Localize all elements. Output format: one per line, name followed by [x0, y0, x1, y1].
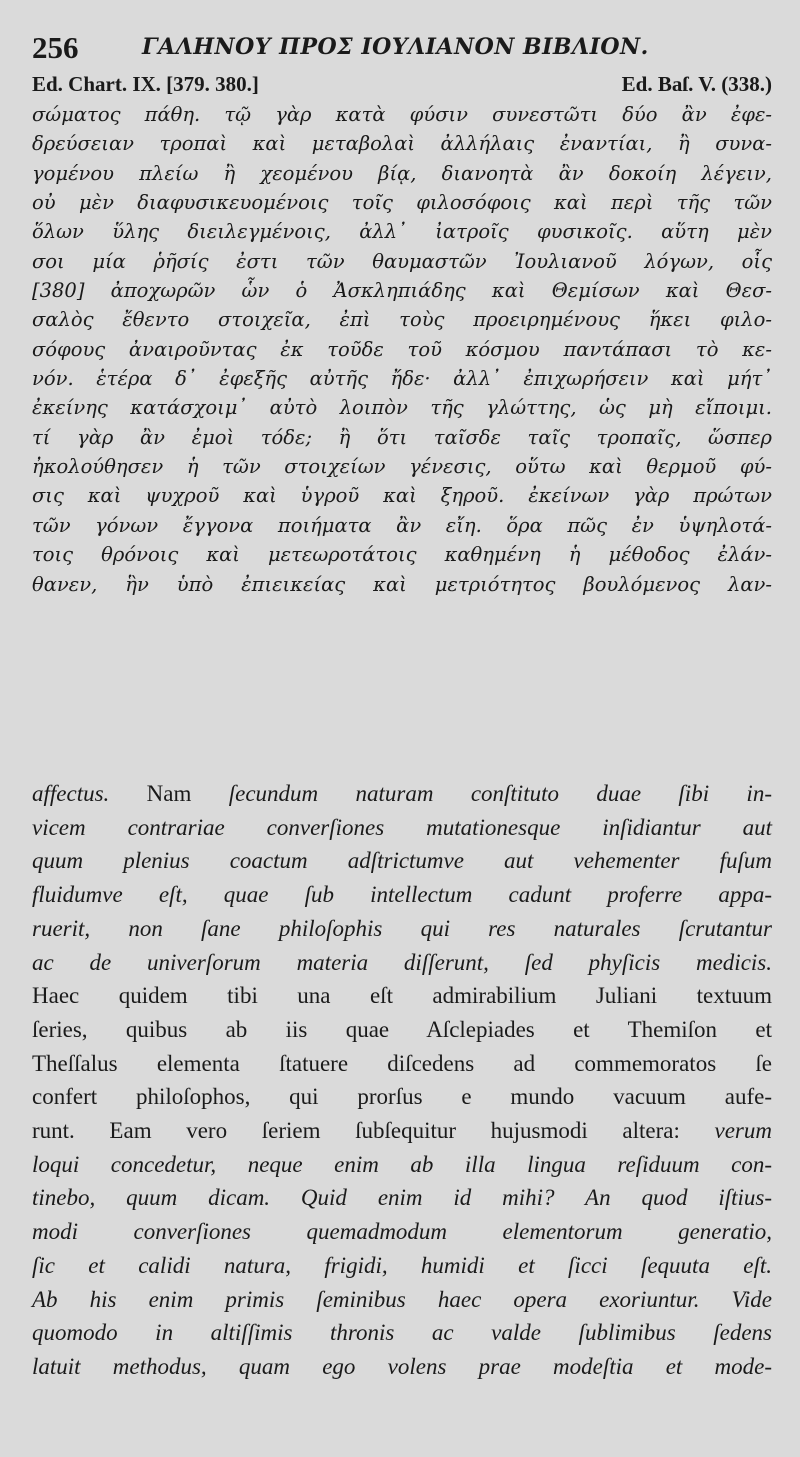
greek-line: σαλὸς ἔθεντο στοιχεῖα, ἐπὶ τοὺς προειρημένους ἥκει φιλο-: [32, 308, 772, 332]
page-number: 256: [32, 30, 79, 65]
roman-run: confert philoſophos, qui prorſus e mundo vacuum aufe-: [32, 1084, 772, 1110]
latin-text-block: [32, 777, 772, 1384]
roman-run: ſeries, quibus ab iis quae Aſclepiades et Themiſon et: [32, 1016, 772, 1042]
running-title: ΓΑΛΗΝΟΥ ΠΡΟΣ ΙΟΥΛΙΑΝΟΝ ΒΙΒΛΙΟΝ.: [142, 34, 649, 60]
greek-line: νόν. ἑτέρα δ᾽ ἐφεξῆς αὐτῆς ἤδε· ἀλλ᾽ ἐπιχωρήσειν καὶ μήτ᾽: [32, 367, 772, 391]
greek-line: σοι μία ῥῆσίς ἐστι τῶν θαυμαστῶν Ἰουλιανοῦ λόγων, οἷς: [32, 249, 772, 273]
greek-line: δρεύσειαν τροπαὶ καὶ μεταβολαὶ ἀλλήλαις ἐναντίαι, ἢ συνα-: [32, 132, 772, 156]
greek-line: σόφους ἀναιροῦντας ἐκ τοῦδε τοῦ κόσμου παντάπασι τὸ κε-: [32, 337, 772, 361]
latin-line: [32, 1316, 772, 1350]
greek-line: [380] ἀποχωρῶν ὧν ὁ Ἀσκληπιάδης καὶ Θεμίσων καὶ Θεσ-: [32, 279, 772, 303]
roman-run: Theſſalus elementa ſtatuere diſcedens ad commemoratos ſe: [32, 1050, 772, 1076]
italic-run: ſecundum naturam conſtituto duae ſibi in-: [228, 781, 772, 806]
latin-line: [32, 1114, 772, 1148]
italic-run: verum: [714, 1118, 772, 1144]
latin-line: [32, 1249, 772, 1283]
greek-line: ἠκολούθησεν ἡ τῶν στοιχείων γένεσις, οὕτω καὶ θερμοῦ φύ-: [32, 455, 772, 479]
latin-line: [32, 1283, 772, 1317]
italic-run: ſic et calidi natura, frigidi, humidi et ſicci ſequuta eſt.: [32, 1252, 772, 1278]
greek-line: τοις θρόνοις καὶ μετεωροτάτοις καθημένη ἡ μέθοδος ἐλάν-: [32, 543, 772, 567]
italic-run: fluidumve eſt, quae ſub intellectum cadunt proferre appa-: [32, 882, 772, 908]
edition-chartier: Ed. Chart. IX. [379. 380.]: [32, 72, 259, 96]
latin-line: [32, 946, 772, 980]
greek-line: θανεν, ἣν ὑπὸ ἐπιεικείας καὶ μετριότητος βουλόμενος λαν-: [32, 572, 772, 596]
italic-run: Ab his enim primis ſeminibus haec opera exoriuntur. Vide: [32, 1286, 772, 1312]
greek-line: τῶν γόνων ἔγγονα ποιήματα ἂν εἴη. ὅρα πῶς ἐν ὑψηλοτά-: [32, 513, 772, 537]
roman-run: Haec quidem tibi una eſt admirabilium Juliani textuum: [32, 983, 772, 1009]
italic-run: quum plenius coactum adſtrictumve aut vehementer fuſum: [32, 848, 772, 874]
greek-line: γομένου πλείω ἢ χεομένου βίᾳ, διανοητὰ ἂν δοκοίη λέγειν,: [32, 161, 772, 185]
latin-line: [32, 1215, 772, 1249]
latin-line: [32, 777, 772, 811]
greek-text-block: [32, 100, 772, 599]
latin-line: [32, 811, 772, 845]
latin-line: [32, 1080, 772, 1114]
latin-line: [32, 1350, 772, 1384]
italic-run: modi converſiones quemadmodum elementorum generatio,: [32, 1219, 772, 1245]
latin-line: [32, 878, 772, 912]
italic-run: affectus.: [32, 781, 110, 806]
greek-line: τί γὰρ ἂν ἐμοὶ τόδε; ἢ ὅτι ταῖσδε ταῖς τροπαῖς, ὥσπερ: [32, 425, 772, 449]
latin-line: [32, 1013, 772, 1047]
latin-line: [32, 1181, 772, 1215]
edition-references: [32, 72, 772, 100]
italic-run: loqui concedetur, neque enim ab illa lingua reſiduum con-: [32, 1151, 772, 1177]
roman-run: runt. Eam vero ſeriem ſubſequitur hujusmodi altera:: [32, 1118, 715, 1144]
greek-line: σις καὶ ψυχροῦ καὶ ὑγροῦ καὶ ξηροῦ. ἐκείνων γὰρ πρώτων: [32, 484, 772, 508]
italic-run: latuit methodus, quam ego volens prae modeſtia et mode-: [32, 1353, 772, 1379]
latin-line: [32, 1047, 772, 1081]
latin-line: [32, 844, 772, 878]
italic-run: tinebo, quum dicam. Quid enim id mihi? An quod iſtius-: [32, 1185, 772, 1211]
italic-run: ac de univerſorum materia diſſerunt, ſed phyſicis medicis.: [32, 949, 772, 975]
italic-run: ruerit, non ſane philoſophis qui res naturales ſcrutantur: [32, 915, 772, 941]
greek-line: ὅλων ὕλης διειλεγμένοις, ἀλλ᾽ ἰατροῖς φυσικοῖς. αὕτη μὲν: [32, 220, 772, 244]
greek-line: οὐ μὲν διαφυσικευομένοις τοῖς φιλοσόφοις καὶ περὶ τῆς τῶν: [32, 191, 772, 215]
greek-line: ἐκείνης κατάσχοιμ᾽ αὐτὸ λοιπὸν τῆς γλώττης, ὡς μὴ εἴποιμι.: [32, 396, 772, 420]
italic-run: quomodo in altiſſimis thronis ac valde ſublimibus ſedens: [32, 1320, 772, 1346]
edition-basel: Ed. Baſ. V. (338.): [621, 72, 772, 96]
latin-line: [32, 1148, 772, 1182]
roman-run: Nam: [109, 781, 229, 806]
greek-line: σώματος πάθη. τῷ γὰρ κατὰ φύσιν συνεστῶτι δύο ἂν ἐφε-: [32, 103, 772, 126]
italic-run: vicem contrariae converſiones mutationesque inſidiantur aut: [32, 814, 772, 840]
page-header: [32, 30, 772, 70]
latin-line: [32, 912, 772, 946]
latin-line: [32, 979, 772, 1013]
